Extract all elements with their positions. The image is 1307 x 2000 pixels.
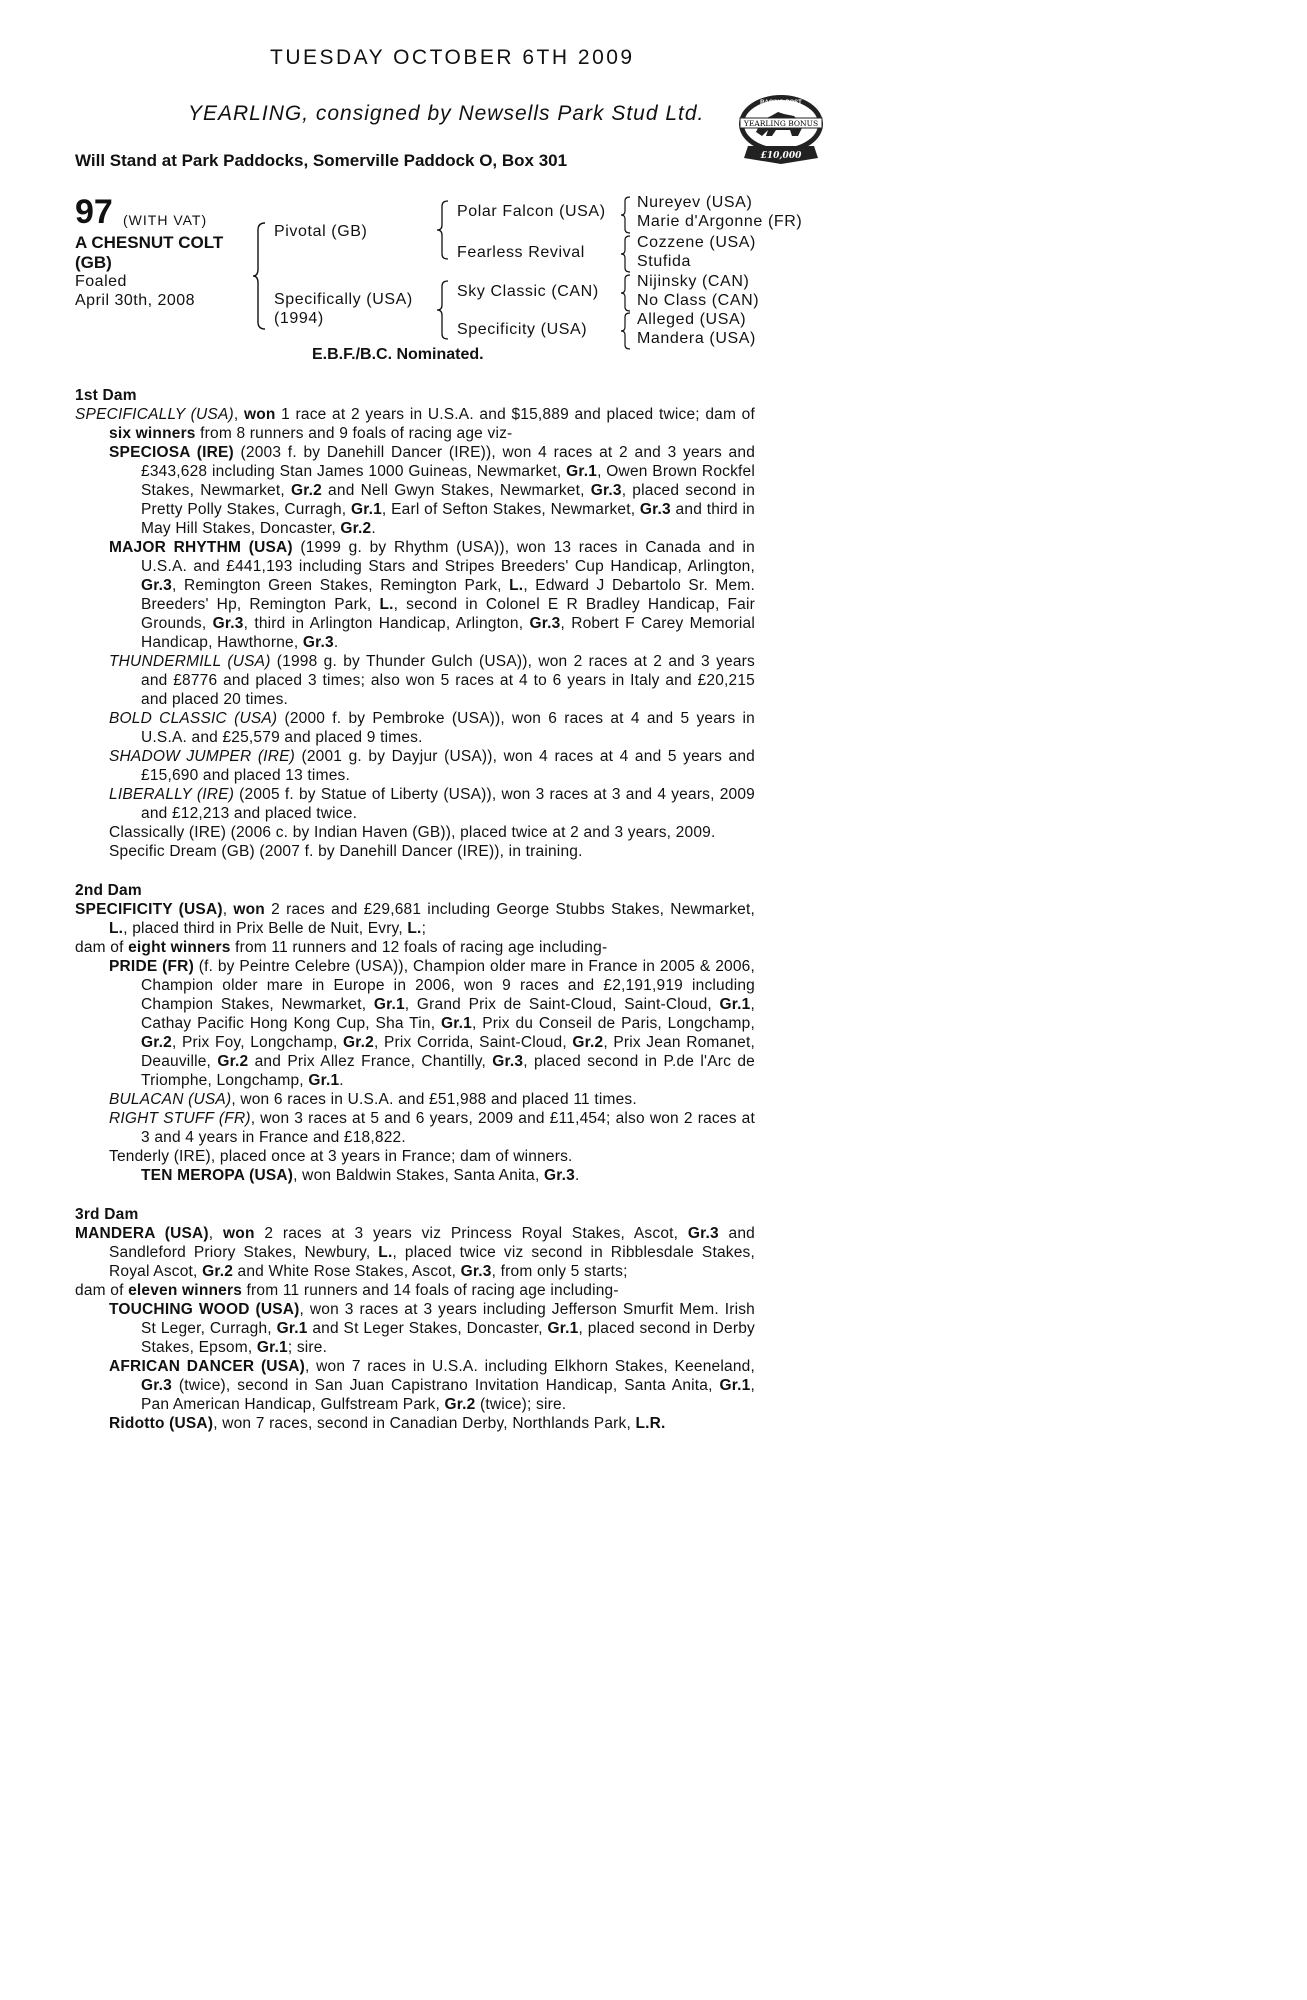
third-dam-heading: 3rd Dam	[75, 1206, 139, 1223]
second-dam-summary: SPECIFICITY (USA), won 2 races and £29,681 including George Stubbs Stakes, Newmarket, L., placed third in Prix Belle de Nuit, Evry, L.;	[75, 901, 755, 937]
foaled-value: April 30th, 2008	[75, 292, 196, 309]
pedigree-brace-ss	[620, 196, 632, 234]
pedigree-gg-1: Nureyev (USA)	[637, 194, 753, 211]
pedigree-dam-dam: Specificity (USA)	[457, 321, 588, 338]
pedigree-dam	[274, 290, 413, 328]
first-dam-produce: THUNDERMILL (USA) (1998 g. by Thunder Gulch (USA)), won 2 races at 2 and 3 years and £8776 and placed 3 times; also won 5 races at 4 to 6 years in Italy and £20,215 and placed 20 times.	[109, 653, 755, 708]
third-dam-produce: AFRICAN DANCER (USA), won 7 races in U.S.A. including Elkhorn Stakes, Keeneland, Gr.3 (twice), second in San Juan Capistrano Invitation Handicap, Santa Anita, Gr.1, Pan American Handicap, Gulfstream Park, Gr.2 (twice); sire.	[109, 1358, 755, 1413]
second-dam-summary: dam of eight winners from 11 runners and 12 foals of racing age including-	[75, 939, 608, 956]
catalogue-body	[75, 386, 755, 1433]
pedigree-brace-ds	[620, 274, 632, 312]
pedigree-dam-name: Specifically (USA)	[274, 291, 413, 308]
pedigree-gg-3: Cozzene (USA)	[637, 234, 756, 251]
nomination-note: E.B.F./B.C. Nominated.	[312, 346, 484, 363]
second-dam-heading: 2nd Dam	[75, 882, 142, 899]
second-dam-produce: BULACAN (USA), won 6 races in U.S.A. and £51,988 and placed 11 times.	[109, 1091, 637, 1108]
pedigree-gg-4: Stufida	[637, 253, 692, 270]
lot-number: 97	[75, 193, 113, 231]
first-dam-produce: LIBERALLY (IRE) (2005 f. by Statue of Liberty (USA)), won 3 races at 3 and 4 years, 2009 and £12,213 and placed twice.	[109, 786, 755, 822]
horse-description	[75, 233, 223, 273]
pedigree-sire-dam: Fearless Revival	[457, 244, 585, 261]
third-dam-produce: TOUCHING WOOD (USA), won 3 races at 3 years including Jefferson Smurfit Mem. Irish St Leger, Curragh, Gr.1 and St Leger Stakes, Doncaster, Gr.1, placed second in Derby Stakes, Epsom, Gr.1; sire.	[109, 1301, 755, 1356]
sale-date: TUESDAY OCTOBER 6TH 2009	[270, 46, 635, 69]
yearling-bonus-badge	[726, 92, 836, 170]
pedigree-gg-6: No Class (CAN)	[637, 292, 760, 309]
pedigree-sire: Pivotal (GB)	[274, 223, 368, 240]
second-dam-grand-produce: TEN MEROPA (USA), won Baldwin Stakes, Santa Anita, Gr.3.	[141, 1167, 580, 1184]
badge-brand: RACING POST	[760, 100, 802, 106]
foaled-date	[75, 272, 195, 310]
first-dam-produce: SHADOW JUMPER (IRE) (2001 g. by Dayjur (USA)), won 4 races at 4 and 5 years and £15,690 and placed 13 times.	[109, 748, 755, 784]
pedigree-brace-main	[252, 222, 268, 330]
vat-label: (WITH VAT)	[123, 212, 208, 228]
second-dam-produce: RIGHT STUFF (FR), won 3 races at 5 and 6 years, 2009 and £11,454; also won 2 races at 3 and 4 years in France and £18,822.	[109, 1110, 755, 1146]
third-dam-summary: dam of eleven winners from 11 runners and 14 foals of racing age including-	[75, 1282, 619, 1299]
second-dam-produce: PRIDE (FR) (f. by Peintre Celebre (USA)), Champion older mare in France in 2005 & 2006, Champion older mare in Europe in 2006, won 9 races and £2,191,919 including Champion Stakes, Newmarket, Gr.1, Grand Prix de Saint-Cloud, Saint-Cloud, Gr.1, Cathay Pacific Hong Kong Cup, Sha Tin, Gr.1, Prix du Conseil de Paris, Longchamp, Gr.2, Prix Foy, Longchamp, Gr.2, Prix Corrida, Saint-Cloud, Gr.2, Prix Jean Romanet, Deauville, Gr.2 and Prix Allez France, Chantilly, Gr.3, placed second in P.de l'Arc de Triomphe, Longchamp, Gr.1.	[109, 958, 755, 1089]
pedigree-gg-5: Nijinsky (CAN)	[637, 273, 750, 290]
horse-description-line: (GB)	[75, 253, 112, 272]
pedigree-brace-dd	[620, 312, 632, 350]
first-dam-produce: Specific Dream (GB) (2007 f. by Danehill Dancer (IRE)), in training.	[109, 843, 583, 860]
pedigree-gg-7: Alleged (USA)	[637, 311, 747, 328]
pedigree-brace-sd	[620, 235, 632, 273]
pedigree-sire-sire: Polar Falcon (USA)	[457, 203, 606, 220]
first-dam-produce: BOLD CLASSIC (USA) (2000 f. by Pembroke (USA)), won 6 races at 4 and 5 years in U.S.A. and £25,579 and placed 9 times.	[109, 710, 755, 746]
first-dam-produce: MAJOR RHYTHM (USA) (1999 g. by Rhythm (USA)), won 13 races in Canada and in U.S.A. and £441,193 including Stars and Stripes Breeders' Cup Handicap, Arlington, Gr.3, Remington Green Stakes, Remington Park, L., Edward J Debartolo Sr. Mem. Breeders' Hp, Remington Park, L., second in Colonel E R Bradley Handicap, Fair Grounds, Gr.3, third in Arlington Handicap, Arlington, Gr.3, Robert F Carey Memorial Handicap, Hawthorne, Gr.3.	[109, 539, 755, 651]
badge-amount: £10,000	[760, 151, 802, 161]
pedigree-dam-sire: Sky Classic (CAN)	[457, 283, 599, 300]
pedigree-gg-2: Marie d'Argonne (FR)	[637, 213, 803, 230]
second-dam-produce: Tenderly (IRE), placed once at 3 years in France; dam of winners.	[109, 1148, 573, 1165]
badge-title: YEARLING BONUS	[743, 119, 819, 128]
pedigree-gg-8: Mandera (USA)	[637, 330, 756, 347]
first-dam-heading: 1st Dam	[75, 387, 137, 404]
third-dam-produce: Ridotto (USA), won 7 races, second in Canadian Derby, Northlands Park, L.R.	[109, 1415, 666, 1432]
first-dam-produce: Classically (IRE) (2006 c. by Indian Haven (GB)), placed twice at 2 and 3 years, 2009.	[109, 824, 716, 841]
first-dam-summary: SPECIFICALLY (USA), won 1 race at 2 years in U.S.A. and $15,889 and placed twice; dam of six winners from 8 runners and 9 foals of racing age viz-	[75, 406, 755, 442]
pedigree-brace-sire	[436, 200, 450, 260]
consignor-line: YEARLING, consigned by Newsells Park Stud Ltd.	[188, 102, 705, 125]
third-dam-summary: MANDERA (USA), won 2 races at 3 years viz Princess Royal Stakes, Ascot, Gr.3 and Sandleford Priory Stakes, Newbury, L., placed twice viz second in Ribblesdale Stakes, Royal Ascot, Gr.2 and White Rose Stakes, Ascot, Gr.3, from only 5 starts;	[75, 1225, 756, 1280]
foaled-label: Foaled	[75, 273, 127, 290]
pedigree-dam-year: (1994)	[274, 310, 324, 327]
first-dam-produce: SPECIOSA (IRE) (2003 f. by Danehill Dancer (IRE)), won 4 races at 2 and 3 years and £343,628 including Stan James 1000 Guineas, Newmarket, Gr.1, Owen Brown Rockfel Stakes, Newmarket, Gr.2 and Nell Gwyn Stakes, Newmarket, Gr.3, placed second in Pretty Polly Stakes, Curragh, Gr.1, Earl of Sefton Stakes, Newmarket, Gr.3 and third in May Hill Stakes, Doncaster, Gr.2.	[109, 444, 756, 537]
pedigree-brace-dam	[436, 280, 450, 340]
stand-location: Will Stand at Park Paddocks, Somerville Paddock O, Box 301	[75, 151, 568, 170]
horse-description-line: A CHESNUT COLT	[75, 233, 224, 252]
